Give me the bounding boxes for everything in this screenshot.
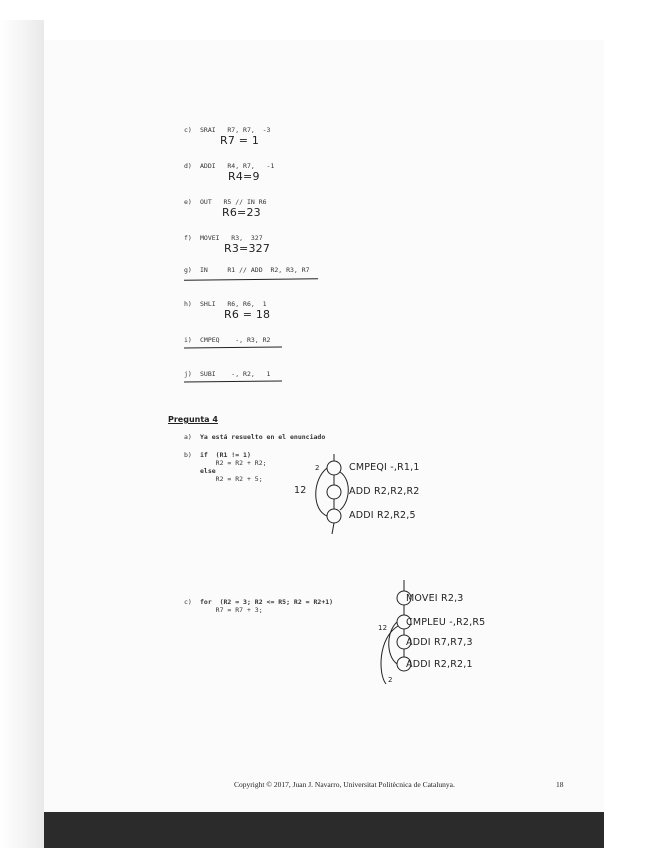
section-heading: Pregunta 4 <box>168 415 218 424</box>
item-c-answer: R7 = 1 <box>220 134 260 147</box>
page-number: 18 <box>556 780 564 789</box>
item-h-label: h) <box>184 300 192 308</box>
part-b-code-line-1: if (R1 != 1) <box>200 451 251 459</box>
item-e-code: OUT R5 // IN R6 <box>200 198 267 206</box>
item-c-label: c) <box>184 126 192 134</box>
diagram-c-loop-label: 12 <box>378 624 388 632</box>
item-f-label: f) <box>184 234 192 242</box>
item-h-answer: R6 = 18 <box>224 308 271 321</box>
diagram-c-instr-2: CMPLEU -,R2,R5 <box>406 617 486 628</box>
part-a-text: Ya está resuelto en el enunciado <box>200 433 326 441</box>
item-g-code: IN R1 // ADD R2, R3, R7 <box>200 266 310 274</box>
item-e-answer: R6=23 <box>222 206 261 219</box>
part-b-code-line-2: R2 = R2 + R2; <box>200 459 267 467</box>
item-c-code: SRAI R7, R7, -3 <box>200 126 271 134</box>
part-c-code-line-1: for (R2 = 3; R2 <= R5; R2 = R2+1) <box>200 598 334 606</box>
diagram-c-loop-arrow <box>389 622 397 664</box>
item-j-underline <box>184 380 282 382</box>
item-g-underline <box>184 278 318 281</box>
part-c-code-line-2: R7 = R7 + 3; <box>200 606 263 614</box>
diagram-b-instr-3: ADDI R2,R2,5 <box>349 510 416 521</box>
diagram-b-instr-1: CMPEQI -,R1,1 <box>349 462 420 473</box>
diagram-b-inner-label: 2 <box>315 464 320 472</box>
diagram-b-node-3 <box>327 509 341 523</box>
diagram-b-loop-arrow <box>316 468 327 516</box>
diagram-c-exit-label: 2 <box>388 676 393 684</box>
diagram-c-instr-3: ADDI R7,R7,3 <box>406 637 473 648</box>
item-h-code: SHLI R6, R6, 1 <box>200 300 267 308</box>
item-i-label: i) <box>184 336 192 344</box>
item-g-label: g) <box>184 266 192 274</box>
part-b-code-line-3: else <box>200 467 216 475</box>
item-e-label: e) <box>184 198 192 206</box>
part-c-label: c) <box>184 598 192 606</box>
scan-edge-left <box>0 20 44 848</box>
diagram-b-node-1 <box>327 461 341 475</box>
document-page <box>44 40 604 812</box>
item-i-code: CMPEQ -, R3, R2 <box>200 336 271 344</box>
part-b-code-line-4: R2 = R2 + 5; <box>200 475 263 483</box>
diagram-b-node-2 <box>327 485 341 499</box>
item-j-label: j) <box>184 370 192 378</box>
copyright-footer: Copyright © 2017, Juan J. Navarro, Universitat Politècnica de Catalunya. <box>234 780 455 789</box>
diagram-b-loop-label: 12 <box>294 485 307 496</box>
item-d-code: ADDI R4, R7, -1 <box>200 162 275 170</box>
diagram-b-exit-arrow <box>332 523 334 534</box>
part-b-label: b) <box>184 451 192 459</box>
diagram-b-instr-2: ADD R2,R2,R2 <box>349 486 420 497</box>
part-a-label: a) <box>184 433 192 441</box>
item-i-underline <box>184 346 282 348</box>
item-d-answer: R4=9 <box>228 170 260 183</box>
diagram-c-instr-1: MOVEI R2,3 <box>406 593 464 604</box>
item-f-code: MOVEI R3, 327 <box>200 234 263 242</box>
diagram-c-instr-4: ADDI R2,R2,1 <box>406 659 473 670</box>
item-d-label: d) <box>184 162 192 170</box>
item-j-code: SUBI -, R2, 1 <box>200 370 271 378</box>
item-f-answer: R3=327 <box>224 242 271 255</box>
scan-edge-bottom <box>44 812 604 848</box>
